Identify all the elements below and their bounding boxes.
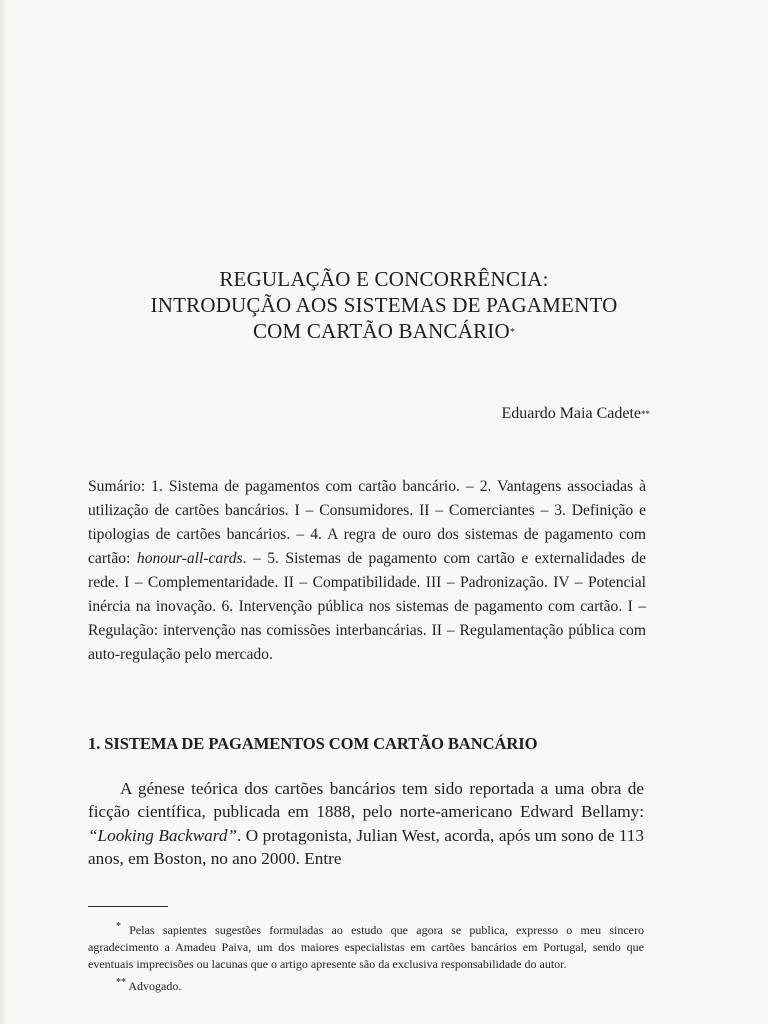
title-line-3	[80, 318, 688, 344]
title-line-1: REGULAÇÃO E CONCORRÊNCIA:	[219, 267, 549, 291]
author-footnote-mark: **	[641, 409, 650, 419]
summary-paragraph	[88, 475, 646, 667]
footnote-1-mark: *	[116, 921, 121, 932]
title-line-2: INTRODUÇÃO AOS SISTEMAS DE PAGAMENTO	[150, 293, 618, 317]
body-text-part-1: A génese teórica dos cartões bancários tem sido reportada a uma obra de ficção científica, publicada em 1888, pelo norte-americano Edward Bellamy:	[88, 779, 644, 822]
footnote-1	[88, 918, 644, 974]
body-text-part-2: . O protagonista, Julian West, acorda, após um sono de 113 anos, em Boston, no ano 2000. Entre	[88, 825, 644, 868]
section-heading: 1. SISTEMA DE PAGAMENTOS COM CARTÃO BANCÁRIO	[88, 734, 538, 753]
summary-text-part-1: Sumário: 1. Sistema de pagamentos com cartão bancário. – 2. Vantagens associadas à utilização de cartões bancários. I – Consumidores. II – Comerciantes – 3. Definição e tipologias de cartões bancários. – 4. A regra de ouro dos sistemas de pagamento com cartão:	[88, 478, 646, 567]
footnote-separator	[88, 906, 168, 907]
summary-text-part-2: . – 5. Sistemas de pagamento com cartão e externalidades de rede. I – Complementaridade. II – Compatibilidade. III – Padronização. IV – Potencial inércia na inovação. 6. Intervenção pública nos sistemas de pagamento com cartão. I – Regulação: intervenção nas comissões interbancárias. II – Regulamentação pública com auto-regulação pelo mercado.	[88, 550, 646, 663]
page-edge-shadow	[0, 0, 6, 1024]
footnote-2-text: Advogado.	[128, 978, 182, 993]
summary-emphasis: honour-all-cards	[136, 550, 243, 567]
body-book-title: “Looking Backward”	[88, 825, 237, 845]
title-footnote-mark: *	[509, 327, 516, 338]
footnote-1-text: Pelas sapientes sugestões formuladas ao estudo que agora se publica, expresso o meu sincero agradecimento a Amadeu Paiva, um dos maiores especialistas em cartões bancários em Portugal, sendo que eventuais imprecisões ou lacunas que o artigo apresente são da exclusiva responsabilidade do autor.	[88, 923, 644, 972]
article-title	[80, 266, 688, 344]
author-name: Eduardo Maia Cadete	[501, 405, 641, 422]
author-line	[380, 404, 650, 424]
footnote-2	[88, 974, 644, 995]
body-paragraph	[88, 777, 644, 870]
title-line-3-text: COM CARTÃO BANCÁRIO	[252, 319, 510, 343]
footnotes	[88, 918, 644, 995]
footnote-2-mark: **	[116, 976, 126, 988]
